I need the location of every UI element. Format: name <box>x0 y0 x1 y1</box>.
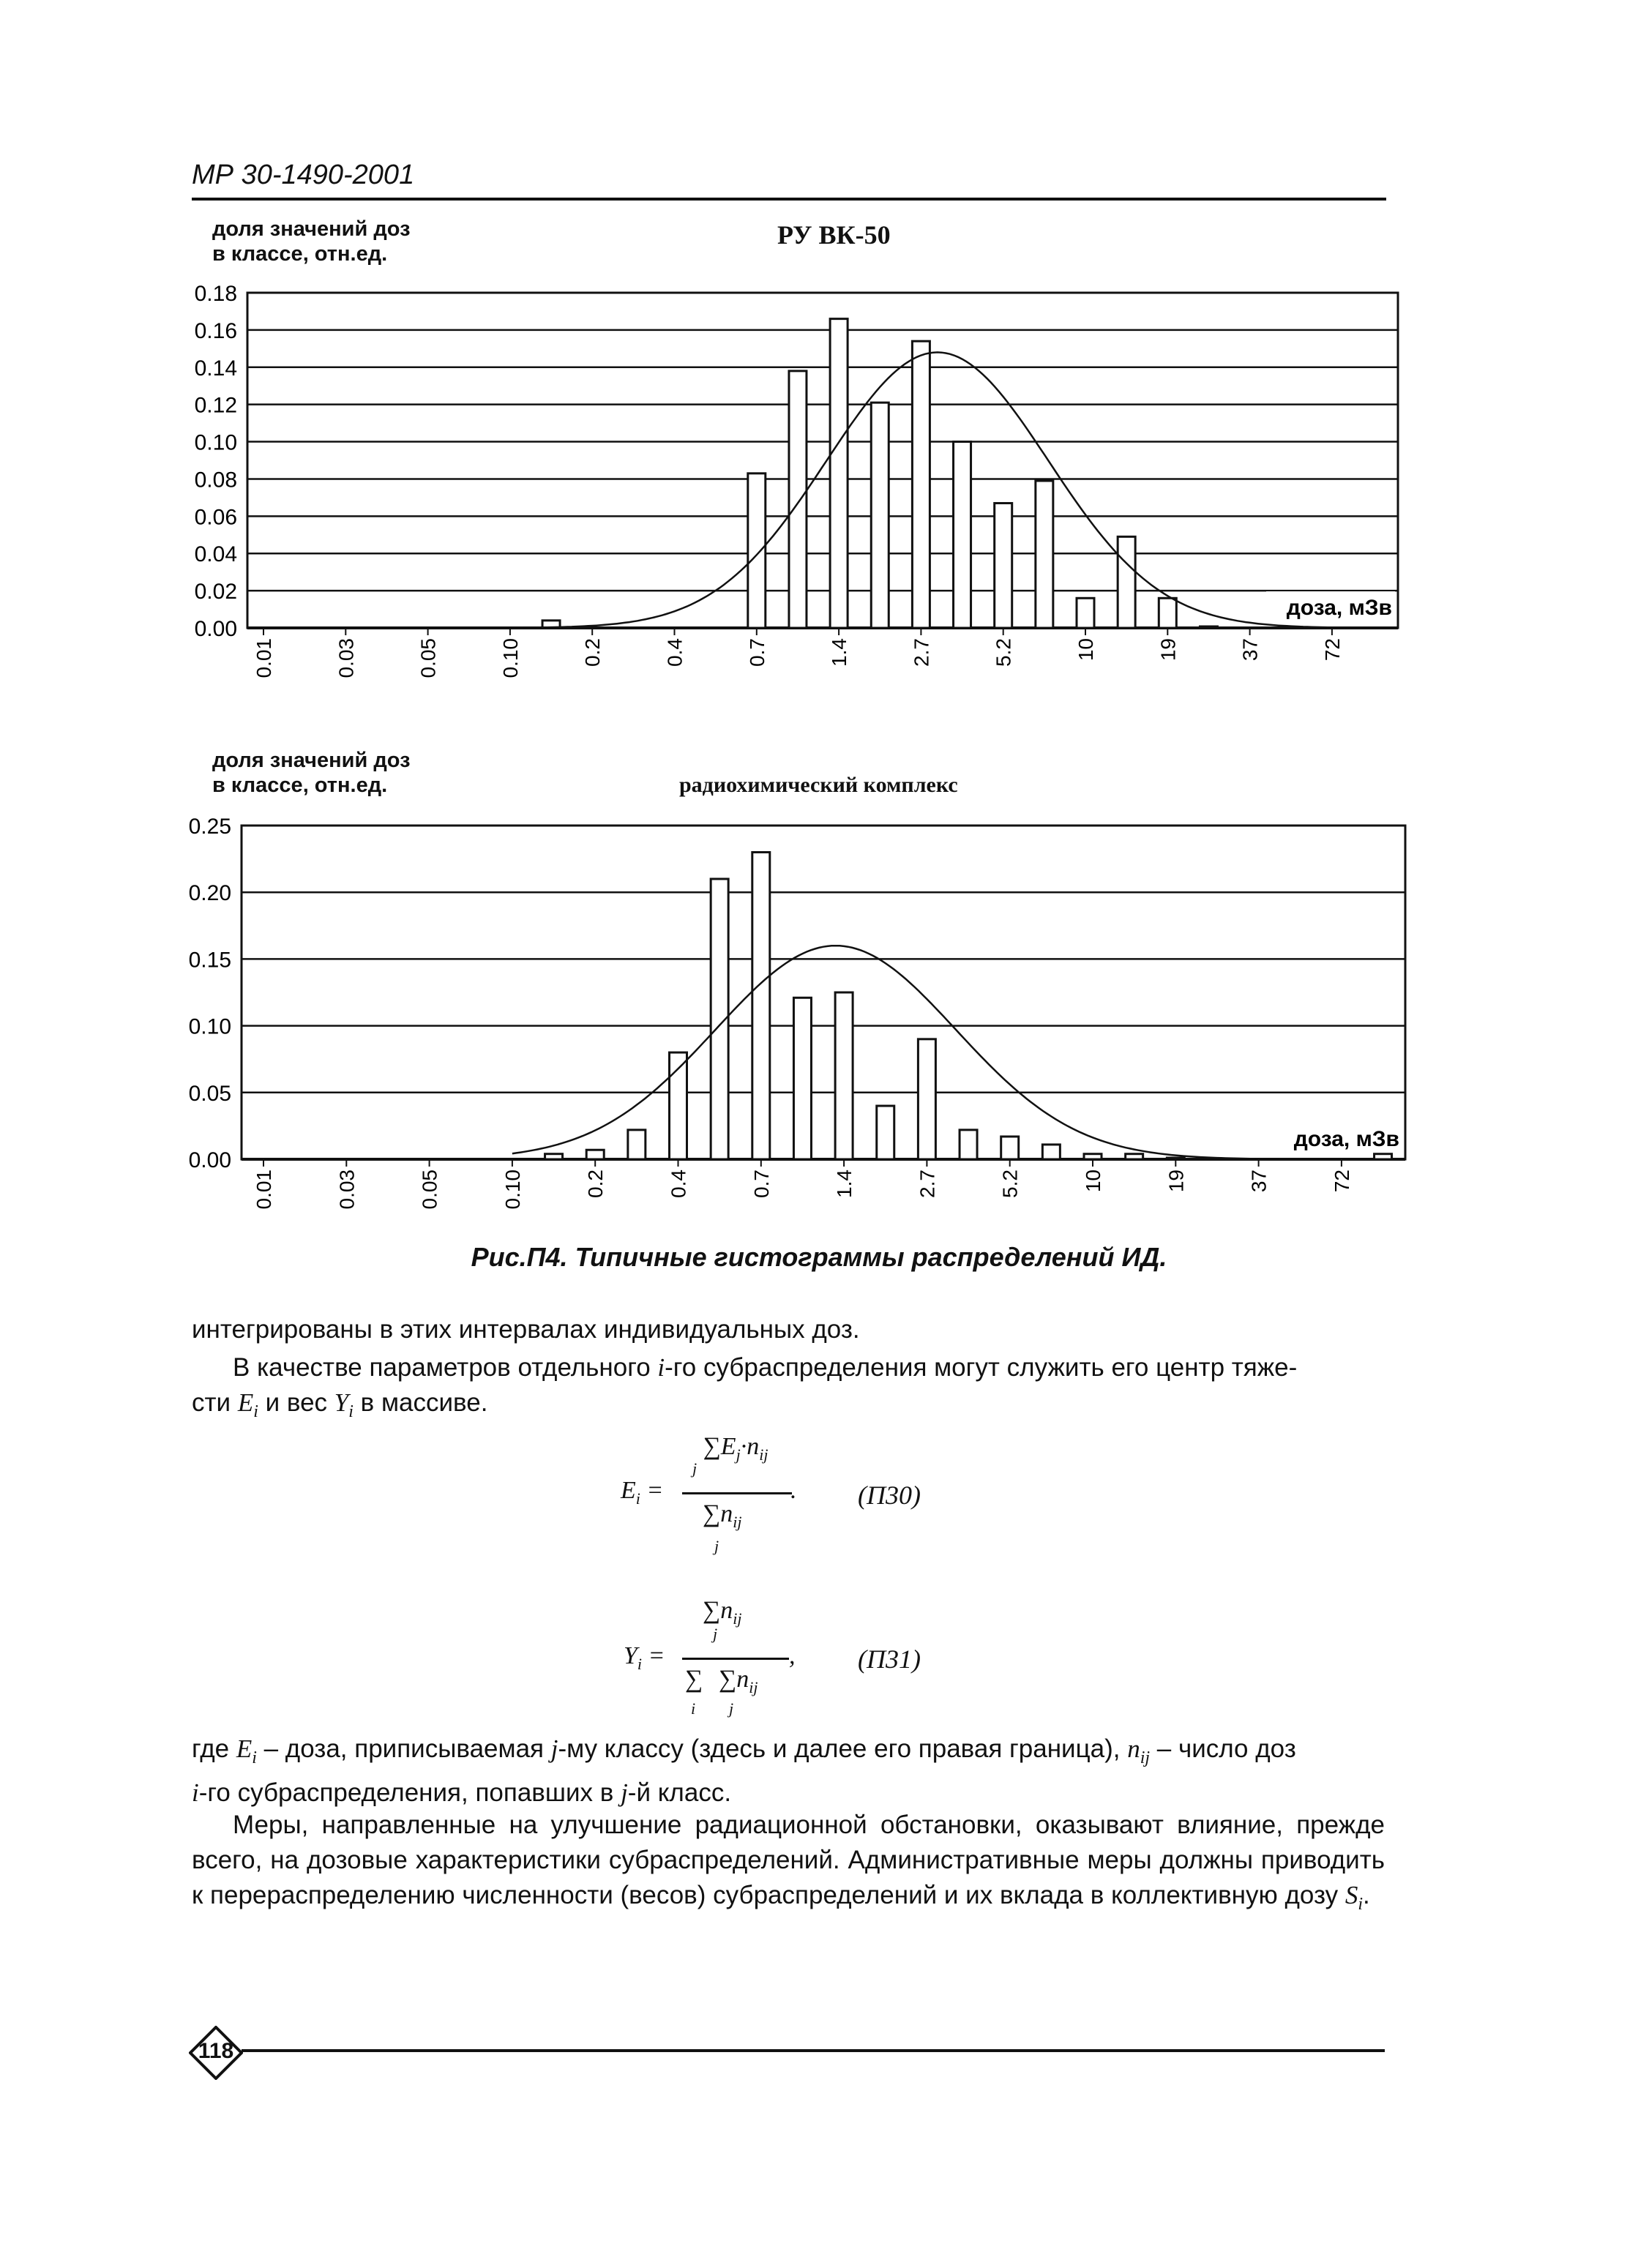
chart1-xtick-label: 0.7 <box>745 638 768 667</box>
chart1-xtick-label: 37 <box>1238 638 1262 662</box>
chart2-bar <box>628 1130 646 1159</box>
chart1-ylabel <box>212 217 411 266</box>
chart2-xtick-label: 0.4 <box>667 1169 690 1198</box>
eq2-lhs: Y <box>624 1642 637 1669</box>
eq2-numerator <box>703 1597 741 1628</box>
chart1-xtick-label: 0.01 <box>253 638 275 678</box>
chart1-title: РУ ВК-50 <box>777 220 891 250</box>
p2-text-d: и вес <box>258 1388 334 1417</box>
document-code: МР 30-1490-2001 <box>192 160 415 190</box>
chart1-xtick-label: 72 <box>1320 638 1344 662</box>
eq2-fraction-bar <box>682 1658 789 1660</box>
eq2-number: (П31) <box>858 1644 921 1674</box>
chart1-ytick-label: 0.02 <box>194 580 237 605</box>
chart1-xtick-label: 0.4 <box>663 638 687 667</box>
eq1-num-under: j <box>692 1459 698 1478</box>
chart2-ytick-label: 0.15 <box>188 948 231 973</box>
p3-var-n: n <box>1127 1734 1140 1763</box>
chart2-fit-curve <box>512 946 1379 1159</box>
eq2-trail: , <box>789 1642 796 1669</box>
chart2-bar <box>586 1150 604 1159</box>
chart1-bar <box>1077 598 1094 628</box>
p3-text-e: -го субраспределения, попавших в <box>198 1778 621 1807</box>
p4-text-end: . <box>1363 1881 1370 1909</box>
chart2-plot-frame <box>242 826 1405 1159</box>
eq1-den-sub: ij <box>733 1512 742 1531</box>
eq1-fraction-bar <box>682 1492 792 1494</box>
eq2-den2: ∑n <box>719 1666 749 1693</box>
p3-var-n-sub: ij <box>1140 1748 1151 1767</box>
chart1-xtick-label: 5.2 <box>992 638 1015 667</box>
chart-radiochem-complex <box>189 815 1405 1210</box>
chart1-xtick-label: 19 <box>1156 638 1180 662</box>
chart1-unit-label: доза, мЗв <box>1286 596 1392 620</box>
footer-rule <box>242 2049 1385 2052</box>
paragraph-3 <box>192 1732 1385 1811</box>
eq2-den-under-j: j <box>729 1699 734 1718</box>
p4-var-S: S <box>1345 1881 1358 1909</box>
chart2-xtick-label: 0.7 <box>749 1169 773 1198</box>
eq2-equals: = <box>648 1642 665 1669</box>
chart1-ytick-label: 0.16 <box>194 318 237 343</box>
chart2-xtick-label: 0.2 <box>584 1169 607 1198</box>
p3-var-E-sub: i <box>252 1748 257 1767</box>
chart1-ylabel-line2: в классе, отн.ед. <box>212 242 388 266</box>
chart1-ylabel-line1: доля значений доз <box>212 217 411 241</box>
chart1-bar <box>830 319 848 628</box>
p3-var-j: j <box>550 1734 558 1763</box>
chart2-unit-label: доза, мЗв <box>1293 1127 1399 1151</box>
chart1-xtick-label: 0.05 <box>416 638 440 678</box>
chart2-ytick-label: 0.00 <box>188 1148 231 1172</box>
eq1-trail: . <box>790 1477 797 1504</box>
p4-text: Меры, направленные на улучшение радиационной обстановки, оказывают влияние, прежде всего, на дозовые характеристики субраспределений. Административные меры должны приводить к перераспределению численности (весов) субраспределений и их вклада в коллективную дозу <box>192 1811 1385 1909</box>
chart1-bar <box>995 504 1012 628</box>
p2-text-b: -го субраспределения могут служить его центр тяже- <box>665 1353 1298 1382</box>
eq2-den-sum-j <box>719 1666 758 1697</box>
chart2-bar <box>877 1106 894 1159</box>
chart2-ytick-label: 0.25 <box>188 815 231 839</box>
chart1-ytick-label: 0.14 <box>194 356 237 381</box>
p2-var-Y-sub: i <box>348 1402 354 1421</box>
chart2-bar <box>545 1154 563 1159</box>
chart2-ylabel-line1: доля значений доз <box>212 749 411 772</box>
chart2-title: радиохимический комплекс <box>679 773 958 797</box>
paragraph-2 <box>192 1350 1385 1429</box>
formula-p30 <box>621 1477 663 1508</box>
chart1-bar <box>1118 536 1135 628</box>
chart1-ytick-label: 0.00 <box>194 617 237 641</box>
chart1-xtick-label: 1.4 <box>828 638 851 667</box>
chart2-bar <box>1042 1145 1060 1159</box>
figure-caption <box>0 1242 1638 1273</box>
p2-var-i: i <box>657 1353 665 1382</box>
chart1-bar <box>912 341 930 628</box>
caption-number: Рис.П4. <box>471 1242 568 1272</box>
eq1-num-sub1: j <box>736 1445 741 1464</box>
chart2-bar <box>835 992 853 1159</box>
chart2-xtick-label: 1.4 <box>833 1169 856 1198</box>
chart2-bar <box>1084 1154 1102 1159</box>
chart2-ytick-label: 0.10 <box>188 1014 231 1039</box>
chart2-xtick-label: 19 <box>1164 1169 1188 1193</box>
p3-var-E: E <box>236 1734 253 1763</box>
p2-text-c: сти <box>192 1388 238 1417</box>
eq1-den: ∑n <box>703 1500 733 1527</box>
chart1-plot-frame <box>247 293 1398 628</box>
eq2-lhs-sub: i <box>637 1654 643 1673</box>
chart1-bar <box>748 474 766 628</box>
p3-text-d: – число доз <box>1150 1734 1296 1763</box>
chart1-ytick-label: 0.18 <box>194 282 237 306</box>
p3-text-c: -му классу (здесь и далее его правая граница), <box>558 1734 1128 1763</box>
chart1-xtick-label: 0.03 <box>334 638 358 678</box>
chart2-bar <box>1167 1158 1184 1159</box>
chart1-ytick-label: 0.04 <box>194 542 237 567</box>
eq1-num-sub2: ij <box>759 1445 768 1464</box>
chart2-ylabel-line2: в классе, отн.ед. <box>212 774 388 797</box>
paragraph-4 <box>192 1808 1385 1922</box>
chart2-bar <box>793 998 811 1159</box>
chart1-ytick-label: 0.10 <box>194 430 237 455</box>
eq1-lhs: E <box>621 1477 636 1504</box>
formula-p31 <box>624 1642 665 1674</box>
chart2-xtick-label: 2.7 <box>916 1169 939 1198</box>
chart2-bar <box>752 852 770 1159</box>
eq1-equals: = <box>646 1477 664 1504</box>
caption-text: Типичные гистограммы распределений ИД. <box>575 1242 1167 1272</box>
eq2-num-under: j <box>713 1625 718 1643</box>
chart2-bar <box>960 1130 977 1159</box>
eq1-lhs-sub: i <box>635 1489 640 1508</box>
eq1-numerator <box>681 1433 790 1464</box>
paragraph-1: интегрированы в этих интервалах индивидуальных доз. <box>192 1315 860 1344</box>
chart2-ytick-label: 0.20 <box>188 881 231 906</box>
chart-ru-vk50 <box>195 282 1398 678</box>
chart1-xtick-label: 2.7 <box>910 638 933 667</box>
p3-text-a: где <box>192 1734 236 1763</box>
chart2-xtick-label: 0.10 <box>501 1169 524 1210</box>
eq1-den-under: j <box>714 1537 719 1555</box>
chart2-bar <box>1001 1137 1019 1159</box>
p4-var-S-sub: i <box>1358 1895 1364 1914</box>
chart2-xtick-label: 0.05 <box>418 1169 441 1210</box>
chart1-xtick-label: 0.10 <box>498 638 522 678</box>
chart1-xtick-label: 10 <box>1074 638 1097 662</box>
chart2-ylabel <box>212 748 411 798</box>
chart1-ytick-label: 0.06 <box>194 505 237 530</box>
eq1-number: (П30) <box>858 1481 921 1510</box>
p2-text-a: В качестве параметров отдельного <box>233 1353 658 1382</box>
chart2-xtick-label: 0.01 <box>253 1169 275 1210</box>
eq2-den2-sub: ij <box>749 1677 758 1696</box>
eq1-num: ∑E <box>703 1433 736 1460</box>
eq2-num-sub: ij <box>733 1609 742 1628</box>
p3-text-f: -й класс. <box>627 1778 732 1807</box>
chart2-xtick-label: 10 <box>1082 1169 1104 1193</box>
chart1-ytick-label: 0.12 <box>194 393 237 418</box>
chart1-bar <box>1159 598 1176 628</box>
chart1-ytick-label: 0.08 <box>194 468 237 493</box>
p2-var-E-sub: i <box>253 1402 258 1421</box>
eq2-den-under-i: i <box>691 1699 696 1718</box>
chart2-ytick-label: 0.05 <box>188 1081 231 1106</box>
p2-var-Y: Y <box>334 1388 349 1417</box>
eq2-num: ∑n <box>703 1597 733 1624</box>
chart2-xtick-label: 0.03 <box>335 1169 359 1210</box>
chart1-bar <box>789 371 807 628</box>
chart2-bar <box>1126 1154 1143 1159</box>
chart1-bar <box>954 442 971 628</box>
eq2-den-sum-i: ∑ <box>685 1666 703 1693</box>
chart2-xtick-label: 72 <box>1330 1169 1353 1193</box>
p3-text-b: – доза, приписываемая <box>256 1734 551 1763</box>
chart2-xtick-label: 5.2 <box>998 1169 1022 1198</box>
chart2-xtick-label: 37 <box>1247 1169 1271 1193</box>
chart2-bar <box>918 1039 935 1159</box>
p3-var-j2: j <box>621 1778 628 1807</box>
page-number: 118 <box>198 2039 234 2063</box>
chart1-bar <box>871 403 889 628</box>
chart1-bar <box>1200 626 1217 628</box>
chart1-fit-curve <box>510 352 1369 627</box>
chart1-xtick-label: 0.2 <box>581 638 605 667</box>
eq1-num-mid: ·n <box>740 1433 760 1460</box>
p2-var-E: E <box>237 1388 254 1417</box>
p2-text-e: в массиве. <box>353 1388 488 1417</box>
eq1-denominator <box>703 1500 741 1532</box>
chart1-bar <box>1036 481 1053 628</box>
p3-var-i: i <box>192 1778 199 1807</box>
